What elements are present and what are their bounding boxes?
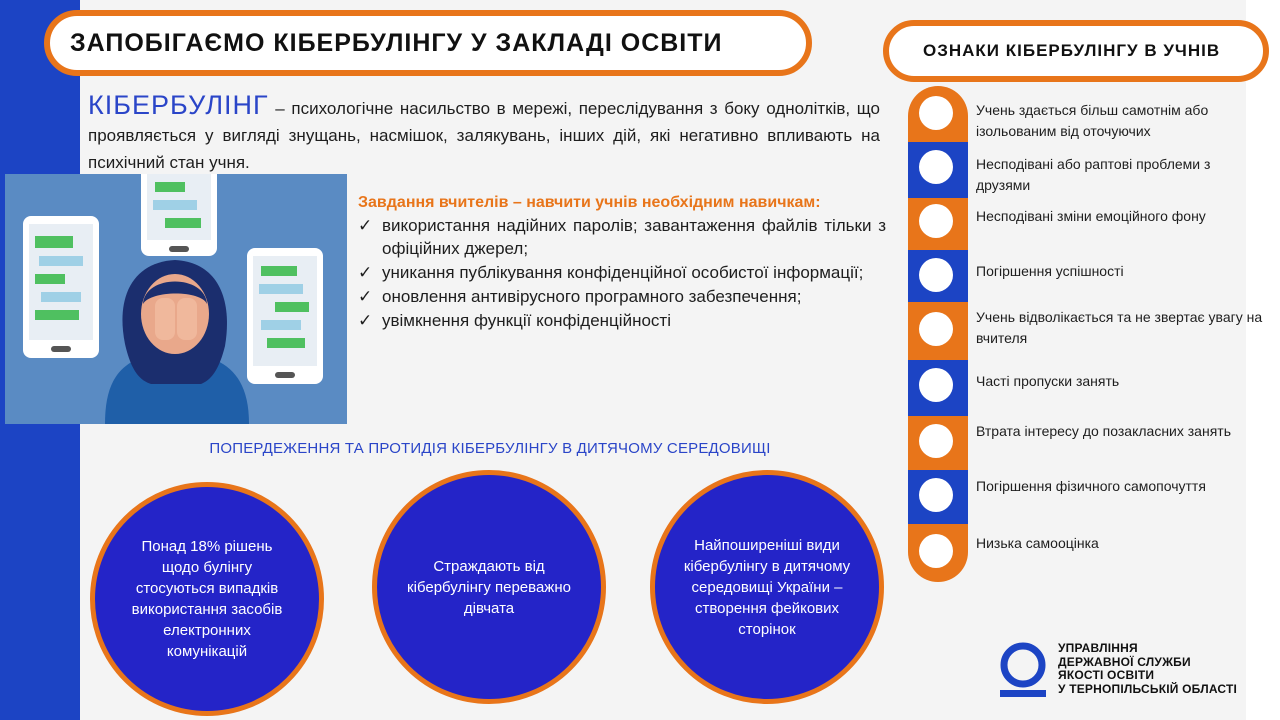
fact-circle [650, 470, 884, 704]
phone-left-icon [23, 216, 99, 358]
fact-circle [372, 470, 606, 704]
organization-logo-icon [998, 640, 1048, 698]
sign-marker-icon [919, 368, 953, 402]
teacher-tasks [358, 194, 886, 333]
tasks-list [358, 214, 886, 332]
phone-top-icon [141, 174, 217, 256]
tasks-heading: Завдання вчителів – навчити учнів необхідним навичкам: [358, 194, 821, 211]
checkmark-icon: ✓ [358, 263, 373, 282]
sign-marker-icon [919, 258, 953, 292]
cyberbullying-illustration [5, 174, 347, 424]
definition-paragraph [88, 92, 880, 176]
sign-item: Часті пропуски занять [976, 373, 1120, 389]
sign-item: Учень відволікається та не звертає увагу на вчителя [976, 309, 1263, 346]
sign-marker-icon [919, 534, 953, 568]
task-item-text: використання надійних паролів; завантаження файлів тільки з офіційних джерел; [382, 216, 886, 258]
definition-term: КІБЕРБУЛІНГ [88, 90, 269, 120]
prevention-heading: ПОПЕРДЕЖЕННЯ ТА ПРОТИДІЯ КІБЕРБУЛІНГУ В ДИТЯЧОМУ СЕРЕДОВИЩІ [209, 440, 771, 457]
crying-girl-icon [105, 260, 249, 424]
organization-name-line: У ТЕРНОПІЛЬСЬКІЙ ОБЛАСТІ [1058, 681, 1238, 696]
sign-marker-icon [919, 478, 953, 512]
task-item [358, 285, 886, 308]
phone-right-icon [247, 248, 323, 384]
right-white-edge [1246, 0, 1280, 720]
fact-text: Найпоширеніші види кібербулінгу в дитячому середовищі України – створення фейкових сторінок [683, 536, 851, 638]
sign-item: Низька самооцінка [976, 535, 1099, 551]
sign-marker-icon [919, 312, 953, 346]
signs-heading: ОЗНАКИ КІБЕРБУЛІНГУ В УЧНІВ [923, 41, 1221, 60]
task-item-text: оновлення антивірусного програмного забезпечення; [382, 287, 802, 306]
sign-marker-icon [919, 150, 953, 184]
organization-name-line: ДЕРЖАВНОЇ СЛУЖБИ [1058, 654, 1191, 669]
sign-item: Несподівані зміни емоційного фону [976, 208, 1206, 224]
sign-marker-icon [919, 424, 953, 458]
fact-text: Понад 18% рішень щодо булінгу стосуються випадків використання засобів електронних комунікацій [131, 538, 283, 660]
fact-text: Страждають від кібербулінгу переважно дівчата [407, 557, 571, 617]
sign-item: Несподівані або раптові проблеми з друзями [976, 156, 1211, 193]
checkmark-icon: ✓ [358, 311, 373, 330]
sign-marker-icon [919, 96, 953, 130]
organization-name-line: ЯКОСТІ ОСВІТИ [1058, 668, 1155, 682]
sign-item: Погіршення успішності [976, 263, 1124, 279]
sign-item: Погіршення фізичного самопочуття [976, 478, 1206, 494]
sign-item: Втрата інтересу до позакласних занять [976, 423, 1231, 439]
illustration-graphic [5, 174, 347, 424]
task-item-text: уникання публікування конфіденційної особистої інформації; [382, 263, 864, 282]
fact-circle [90, 482, 324, 716]
definition-text: – психологічне насильство в мережі, переслідування з боку однолітків, що проявляється у вигляді знущань, насмішок, залякувань, інших дій, які негативно впливають на психічний стан учня. [88, 99, 880, 172]
title-banner [44, 10, 812, 76]
sign-item: Учень здається більш самотнім або ізольованим від оточуючих [976, 102, 1209, 139]
sign-marker-icon [919, 204, 953, 238]
task-item [358, 214, 886, 260]
task-item [358, 261, 886, 284]
checkmark-icon: ✓ [358, 216, 373, 235]
task-item-text: увімкнення функції конфіденційності [382, 311, 671, 330]
task-item [358, 309, 886, 332]
checkmark-icon: ✓ [358, 287, 373, 306]
page-title: ЗАПОБІГАЄМО КІБЕРБУЛІНГУ У ЗАКЛАДІ ОСВІТИ [70, 28, 723, 57]
organization-name [1058, 642, 1268, 696]
signs-banner [883, 20, 1269, 82]
organization-name-line: УПРАВЛІННЯ [1058, 641, 1138, 655]
